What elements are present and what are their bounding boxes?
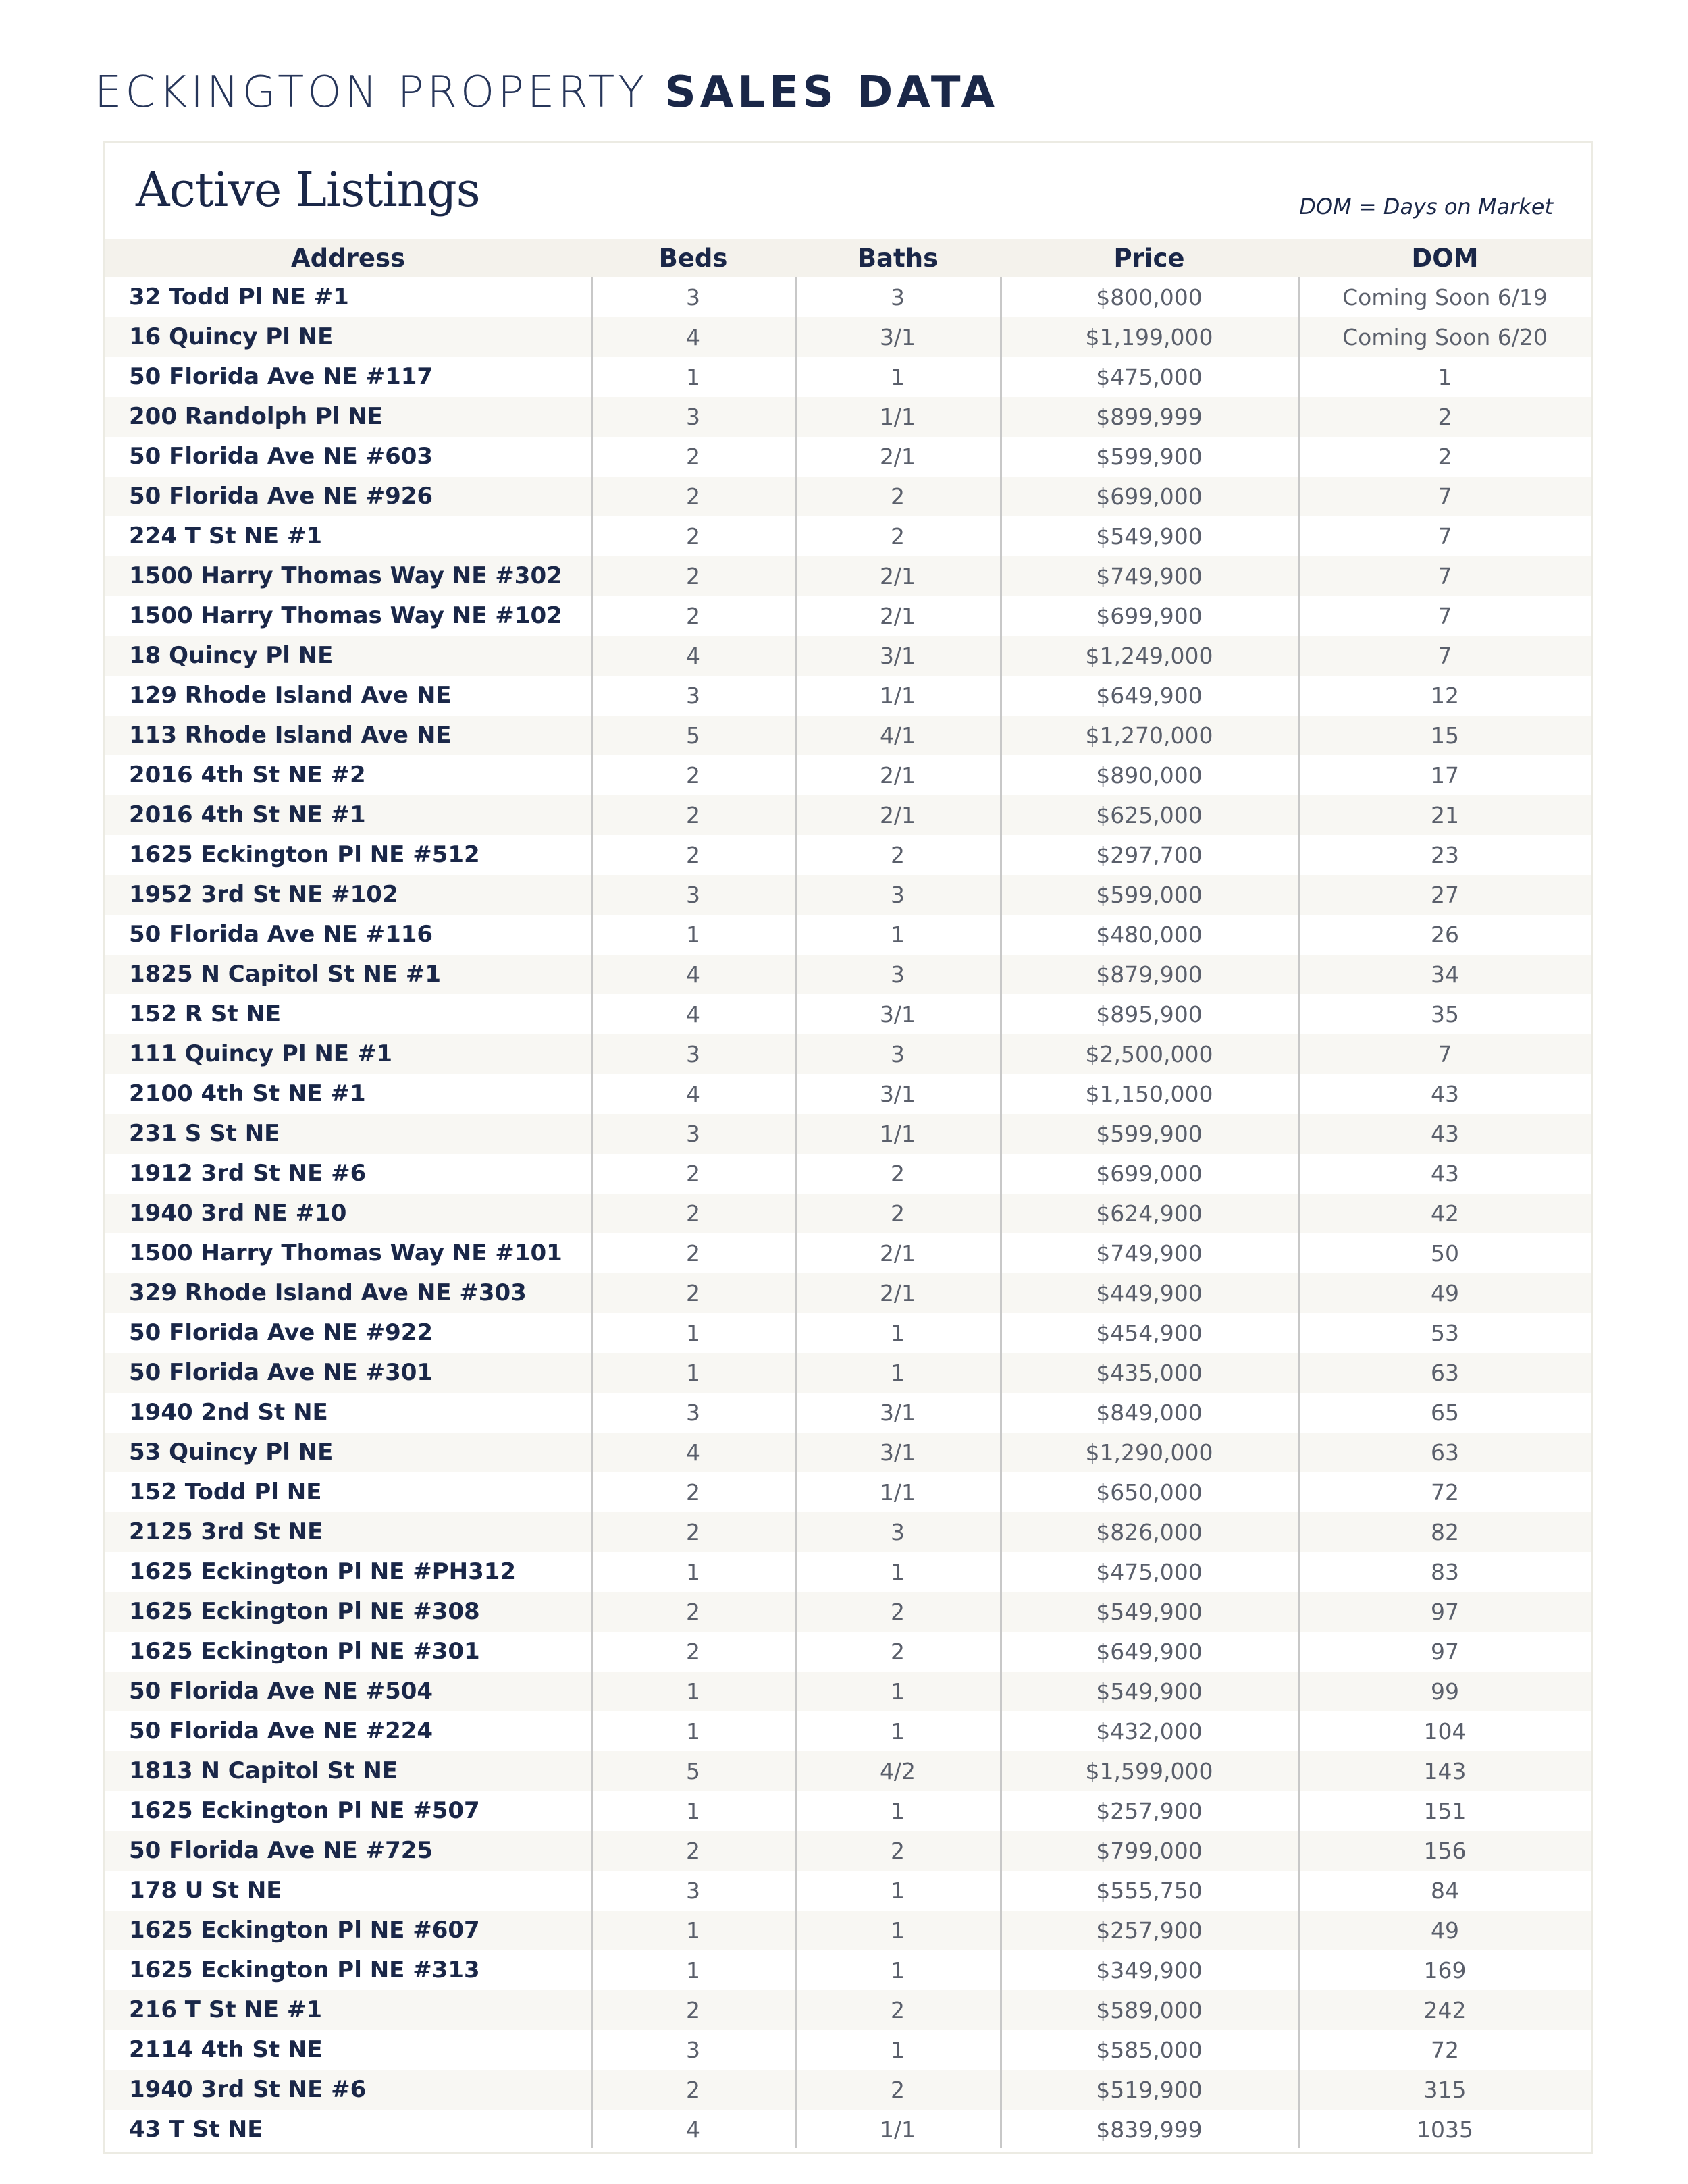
baths-cell: 2 <box>891 1599 905 1625</box>
dom-cell: 242 <box>1423 1997 1467 2023</box>
dom-cell: 7 <box>1438 603 1452 629</box>
beds-cell: 1 <box>686 1718 700 1744</box>
baths-cell: 2/1 <box>879 762 916 789</box>
baths-cell: 1 <box>891 1877 905 1904</box>
address-cell: 50 Florida Ave NE #504 <box>129 1678 433 1705</box>
table-row <box>105 994 1591 1034</box>
price-cell: $899,999 <box>1096 404 1203 430</box>
dom-cell: 7 <box>1438 523 1452 550</box>
baths-cell: 3/1 <box>879 1439 916 1466</box>
baths-cell: 2 <box>891 483 905 510</box>
beds-cell: 2 <box>686 1161 700 1187</box>
price-cell: $480,000 <box>1096 922 1203 948</box>
beds-cell: 4 <box>686 1001 700 1028</box>
baths-cell: 2 <box>891 1997 905 2023</box>
column-header-price: Price <box>1113 244 1185 273</box>
baths-cell: 4/2 <box>879 1758 916 1784</box>
address-cell: 1952 3rd St NE #102 <box>129 881 398 908</box>
baths-cell: 2/1 <box>879 563 916 589</box>
price-cell: $549,900 <box>1096 523 1203 550</box>
table-row <box>105 1791 1591 1831</box>
beds-cell: 2 <box>686 1280 700 1306</box>
table-row <box>105 2070 1591 2110</box>
price-cell: $895,900 <box>1096 1001 1203 1028</box>
dom-cell: 43 <box>1431 1121 1459 1147</box>
address-cell: 1813 N Capitol St NE <box>129 1757 398 1784</box>
address-cell: 50 Florida Ave NE #922 <box>129 1319 433 1346</box>
address-cell: 50 Florida Ave NE #603 <box>129 443 433 470</box>
address-cell: 53 Quincy Pl NE <box>129 1439 334 1466</box>
table-row <box>105 1194 1591 1233</box>
table-row <box>105 317 1591 357</box>
dom-cell: 84 <box>1431 1877 1459 1904</box>
beds-cell: 2 <box>686 483 700 510</box>
baths-cell: 3 <box>891 1041 905 1067</box>
dom-cell: 63 <box>1431 1439 1459 1466</box>
price-cell: $589,000 <box>1096 1997 1203 2023</box>
dom-cell: 1035 <box>1417 2116 1473 2143</box>
baths-cell: 1 <box>891 1559 905 1585</box>
baths-cell: 2/1 <box>879 444 916 470</box>
beds-cell: 2 <box>686 563 700 589</box>
address-cell: 1940 3rd St NE #6 <box>129 2076 367 2103</box>
address-cell: 1940 3rd NE #10 <box>129 1200 347 1227</box>
table-row <box>105 596 1591 636</box>
beds-cell: 1 <box>686 1320 700 1346</box>
dom-cell: 35 <box>1431 1001 1459 1028</box>
price-cell: $1,199,000 <box>1085 324 1213 350</box>
price-cell: $890,000 <box>1096 762 1203 789</box>
beds-cell: 1 <box>686 1798 700 1824</box>
table-row <box>105 1393 1591 1433</box>
table-row <box>105 1233 1591 1273</box>
baths-cell: 1 <box>891 1917 905 1944</box>
table-row <box>105 1871 1591 1911</box>
beds-cell: 2 <box>686 2077 700 2103</box>
table-row <box>105 1512 1591 1552</box>
price-cell: $435,000 <box>1096 1360 1203 1386</box>
table-row <box>105 1751 1591 1791</box>
table-row <box>105 716 1591 755</box>
beds-cell: 4 <box>686 643 700 669</box>
table-row <box>105 1592 1591 1632</box>
table-row <box>105 1911 1591 1950</box>
dom-cell: 17 <box>1431 762 1459 789</box>
address-cell: 129 Rhode Island Ave NE <box>129 682 452 709</box>
price-cell: $257,900 <box>1096 1917 1203 1944</box>
table-row <box>105 1154 1591 1194</box>
baths-cell: 2/1 <box>879 1280 916 1306</box>
price-cell: $1,270,000 <box>1085 722 1213 749</box>
baths-cell: 1/1 <box>879 2116 916 2143</box>
baths-cell: 2/1 <box>879 603 916 629</box>
table-row <box>105 1313 1591 1353</box>
table-row <box>105 2110 1591 2150</box>
beds-cell: 2 <box>686 444 700 470</box>
dom-cell: 34 <box>1431 961 1459 988</box>
address-cell: 178 U St NE <box>129 1877 282 1904</box>
price-cell: $749,900 <box>1096 563 1203 589</box>
dom-cell: 15 <box>1431 722 1459 749</box>
dom-cell: 2 <box>1438 404 1452 430</box>
price-cell: $2,500,000 <box>1085 1041 1213 1067</box>
table-row <box>105 1433 1591 1472</box>
dom-cell: 2 <box>1438 444 1452 470</box>
table-row <box>105 277 1591 317</box>
dom-cell: 7 <box>1438 483 1452 510</box>
beds-cell: 4 <box>686 324 700 350</box>
table-row <box>105 1552 1591 1592</box>
price-cell: $599,900 <box>1096 444 1203 470</box>
price-cell: $649,900 <box>1096 683 1203 709</box>
baths-cell: 2/1 <box>879 802 916 828</box>
table-header <box>105 239 1591 277</box>
baths-cell: 2 <box>891 1639 905 1665</box>
address-cell: 1825 N Capitol St NE #1 <box>129 961 441 988</box>
dom-cell: Coming Soon 6/20 <box>1342 324 1548 350</box>
beds-cell: 1 <box>686 364 700 390</box>
price-cell: $699,000 <box>1096 1161 1203 1187</box>
baths-cell: 1/1 <box>879 404 916 430</box>
dom-cell: 72 <box>1431 1479 1459 1506</box>
table-row <box>105 1353 1591 1393</box>
page-title-light: ECKINGTON PROPERTY <box>95 68 648 117</box>
dom-cell: 65 <box>1431 1400 1459 1426</box>
dom-cell: 21 <box>1431 802 1459 828</box>
price-cell: $454,900 <box>1096 1320 1203 1346</box>
table-row <box>105 676 1591 716</box>
address-cell: 1625 Eckington Pl NE #308 <box>129 1598 480 1625</box>
address-cell: 50 Florida Ave NE #301 <box>129 1359 433 1386</box>
price-cell: $257,900 <box>1096 1798 1203 1824</box>
table-row <box>105 357 1591 397</box>
price-cell: $826,000 <box>1096 1519 1203 1545</box>
baths-cell: 1 <box>891 1320 905 1346</box>
address-cell: 1625 Eckington Pl NE #301 <box>129 1638 480 1665</box>
table-row <box>105 636 1591 676</box>
beds-cell: 5 <box>686 1758 700 1784</box>
address-cell: 50 Florida Ave NE #926 <box>129 483 433 510</box>
beds-cell: 2 <box>686 802 700 828</box>
beds-cell: 1 <box>686 1957 700 1983</box>
address-cell: 152 Todd Pl NE <box>129 1479 322 1506</box>
address-cell: 1500 Harry Thomas Way NE #302 <box>129 562 562 589</box>
dom-cell: 156 <box>1423 1838 1467 1864</box>
baths-cell: 2 <box>891 523 905 550</box>
table-row <box>105 915 1591 955</box>
baths-cell: 3/1 <box>879 324 916 350</box>
column-header-address: Address <box>291 244 405 273</box>
address-cell: 18 Quincy Pl NE <box>129 642 334 669</box>
address-cell: 16 Quincy Pl NE <box>129 323 334 350</box>
price-cell: $1,599,000 <box>1085 1758 1213 1784</box>
page-title-bold: SALES DATA <box>664 68 999 117</box>
dom-cell: 72 <box>1431 2037 1459 2063</box>
dom-legend-note: DOM = Days on Market <box>1299 194 1553 219</box>
baths-cell: 1 <box>891 1798 905 1824</box>
beds-cell: 3 <box>686 882 700 908</box>
baths-cell: 3 <box>891 961 905 988</box>
dom-cell: 49 <box>1431 1280 1459 1306</box>
address-cell: 2100 4th St NE #1 <box>129 1080 366 1107</box>
table-row <box>105 1632 1591 1672</box>
table-row <box>105 2030 1591 2070</box>
beds-cell: 1 <box>686 922 700 948</box>
dom-cell: 83 <box>1431 1559 1459 1585</box>
baths-cell: 1 <box>891 364 905 390</box>
price-cell: $849,000 <box>1096 1400 1203 1426</box>
address-cell: 231 S St NE <box>129 1120 280 1147</box>
beds-cell: 4 <box>686 1081 700 1107</box>
table-row <box>105 835 1591 875</box>
baths-cell: 3/1 <box>879 1400 916 1426</box>
dom-cell: 50 <box>1431 1240 1459 1267</box>
table-row <box>105 1472 1591 1512</box>
column-divider <box>591 277 593 2148</box>
beds-cell: 2 <box>686 1479 700 1506</box>
dom-cell: 26 <box>1431 922 1459 948</box>
address-cell: 2114 4th St NE <box>129 2036 323 2063</box>
address-cell: 200 Randolph Pl NE <box>129 403 383 430</box>
beds-cell: 2 <box>686 1997 700 2023</box>
baths-cell: 3/1 <box>879 1081 916 1107</box>
address-cell: 224 T St NE #1 <box>129 523 323 550</box>
baths-cell: 2 <box>891 842 905 868</box>
baths-cell: 3 <box>891 882 905 908</box>
address-cell: 43 T St NE <box>129 2116 263 2143</box>
baths-cell: 1/1 <box>879 683 916 709</box>
table-row <box>105 1034 1591 1074</box>
page-title <box>95 68 999 117</box>
dom-cell: 169 <box>1423 1957 1467 1983</box>
address-cell: 32 Todd Pl NE #1 <box>129 284 349 311</box>
table-row <box>105 1950 1591 1990</box>
table-row <box>105 1831 1591 1871</box>
beds-cell: 3 <box>686 2037 700 2063</box>
address-cell: 329 Rhode Island Ave NE #303 <box>129 1279 527 1306</box>
price-cell: $549,900 <box>1096 1678 1203 1705</box>
table-row <box>105 955 1591 994</box>
dom-cell: 97 <box>1431 1599 1459 1625</box>
beds-cell: 1 <box>686 1360 700 1386</box>
address-cell: 1940 2nd St NE <box>129 1399 328 1426</box>
dom-cell: Coming Soon 6/19 <box>1342 284 1548 311</box>
dom-cell: 12 <box>1431 683 1459 709</box>
table-row <box>105 1711 1591 1751</box>
price-cell: $549,900 <box>1096 1599 1203 1625</box>
dom-cell: 82 <box>1431 1519 1459 1545</box>
baths-cell: 3 <box>891 1519 905 1545</box>
address-cell: 2125 3rd St NE <box>129 1518 323 1545</box>
beds-cell: 2 <box>686 1519 700 1545</box>
address-cell: 1912 3rd St NE #6 <box>129 1160 367 1187</box>
beds-cell: 2 <box>686 603 700 629</box>
column-divider <box>1298 277 1300 2148</box>
price-cell: $699,900 <box>1096 603 1203 629</box>
baths-cell: 3/1 <box>879 1001 916 1028</box>
dom-cell: 104 <box>1423 1718 1467 1744</box>
dom-cell: 143 <box>1423 1758 1467 1784</box>
address-cell: 1500 Harry Thomas Way NE #101 <box>129 1240 562 1267</box>
beds-cell: 4 <box>686 1439 700 1466</box>
beds-cell: 3 <box>686 683 700 709</box>
beds-cell: 2 <box>686 523 700 550</box>
listings-table <box>105 239 1591 2150</box>
beds-cell: 3 <box>686 1400 700 1426</box>
address-cell: 1625 Eckington Pl NE #313 <box>129 1956 480 1983</box>
baths-cell: 2 <box>891 1838 905 1864</box>
column-divider <box>1000 277 1002 2148</box>
price-cell: $650,000 <box>1096 1479 1203 1506</box>
price-cell: $749,900 <box>1096 1240 1203 1267</box>
table-row <box>105 397 1591 437</box>
table-row <box>105 477 1591 516</box>
address-cell: 2016 4th St NE #2 <box>129 762 366 789</box>
price-cell: $625,000 <box>1096 802 1203 828</box>
table-row <box>105 1273 1591 1313</box>
dom-cell: 315 <box>1423 2077 1467 2103</box>
dom-cell: 97 <box>1431 1639 1459 1665</box>
price-cell: $599,900 <box>1096 1121 1203 1147</box>
column-header-dom: DOM <box>1411 244 1479 273</box>
dom-cell: 151 <box>1423 1798 1467 1824</box>
beds-cell: 1 <box>686 1917 700 1944</box>
price-cell: $475,000 <box>1096 1559 1203 1585</box>
address-cell: 2016 4th St NE #1 <box>129 801 366 828</box>
dom-cell: 42 <box>1431 1200 1459 1227</box>
baths-cell: 2 <box>891 1161 905 1187</box>
dom-cell: 63 <box>1431 1360 1459 1386</box>
price-cell: $1,290,000 <box>1085 1439 1213 1466</box>
table-row <box>105 875 1591 915</box>
table-row <box>105 1990 1591 2030</box>
price-cell: $432,000 <box>1096 1718 1203 1744</box>
address-cell: 111 Quincy Pl NE #1 <box>129 1040 393 1067</box>
beds-cell: 1 <box>686 1559 700 1585</box>
baths-cell: 3/1 <box>879 643 916 669</box>
price-cell: $799,000 <box>1096 1838 1203 1864</box>
beds-cell: 3 <box>686 1041 700 1067</box>
address-cell: 1625 Eckington Pl NE #PH312 <box>129 1558 517 1585</box>
baths-cell: 2 <box>891 2077 905 2103</box>
beds-cell: 2 <box>686 1240 700 1267</box>
baths-cell: 4/1 <box>879 722 916 749</box>
dom-cell: 7 <box>1438 563 1452 589</box>
table-row <box>105 1074 1591 1114</box>
beds-cell: 3 <box>686 284 700 311</box>
baths-cell: 1 <box>891 1957 905 1983</box>
price-cell: $624,900 <box>1096 1200 1203 1227</box>
column-divider <box>795 277 797 2148</box>
beds-cell: 2 <box>686 842 700 868</box>
baths-cell: 1 <box>891 922 905 948</box>
beds-cell: 3 <box>686 1121 700 1147</box>
beds-cell: 2 <box>686 1639 700 1665</box>
beds-cell: 3 <box>686 404 700 430</box>
dom-cell: 1 <box>1438 364 1452 390</box>
price-cell: $585,000 <box>1096 2037 1203 2063</box>
price-cell: $599,000 <box>1096 882 1203 908</box>
price-cell: $699,000 <box>1096 483 1203 510</box>
beds-cell: 5 <box>686 722 700 749</box>
beds-cell: 4 <box>686 2116 700 2143</box>
address-cell: 1625 Eckington Pl NE #512 <box>129 841 480 868</box>
price-cell: $1,150,000 <box>1085 1081 1213 1107</box>
column-header-beds: Beds <box>658 244 728 273</box>
table-row <box>105 755 1591 795</box>
dom-cell: 53 <box>1431 1320 1459 1346</box>
address-cell: 50 Florida Ave NE #725 <box>129 1837 433 1864</box>
dom-cell: 49 <box>1431 1917 1459 1944</box>
baths-cell: 3 <box>891 284 905 311</box>
baths-cell: 2 <box>891 1200 905 1227</box>
address-cell: 1500 Harry Thomas Way NE #102 <box>129 602 562 629</box>
price-cell: $475,000 <box>1096 364 1203 390</box>
price-cell: $449,900 <box>1096 1280 1203 1306</box>
table-body <box>105 277 1591 2150</box>
section-title: Active Listings <box>136 162 480 217</box>
address-cell: 50 Florida Ave NE #117 <box>129 363 433 390</box>
price-cell: $555,750 <box>1096 1877 1203 1904</box>
dom-cell: 27 <box>1431 882 1459 908</box>
table-row <box>105 795 1591 835</box>
address-cell: 50 Florida Ave NE #116 <box>129 921 433 948</box>
price-cell: $297,700 <box>1096 842 1203 868</box>
table-row <box>105 556 1591 596</box>
beds-cell: 1 <box>686 1678 700 1705</box>
baths-cell: 1/1 <box>879 1479 916 1506</box>
price-cell: $839,999 <box>1096 2116 1203 2143</box>
price-cell: $1,249,000 <box>1085 643 1213 669</box>
dom-cell: 7 <box>1438 643 1452 669</box>
address-cell: 1625 Eckington Pl NE #507 <box>129 1797 480 1824</box>
address-cell: 50 Florida Ave NE #224 <box>129 1717 433 1744</box>
address-cell: 216 T St NE #1 <box>129 1996 323 2023</box>
beds-cell: 2 <box>686 1838 700 1864</box>
baths-cell: 1 <box>891 1718 905 1744</box>
table-row <box>105 1672 1591 1711</box>
beds-cell: 2 <box>686 1599 700 1625</box>
dom-cell: 7 <box>1438 1041 1452 1067</box>
dom-cell: 43 <box>1431 1081 1459 1107</box>
address-cell: 152 R St NE <box>129 1001 282 1028</box>
address-cell: 1625 Eckington Pl NE #607 <box>129 1917 480 1944</box>
dom-cell: 99 <box>1431 1678 1459 1705</box>
baths-cell: 1 <box>891 1360 905 1386</box>
baths-cell: 1 <box>891 2037 905 2063</box>
price-cell: $519,900 <box>1096 2077 1203 2103</box>
beds-cell: 4 <box>686 961 700 988</box>
price-cell: $800,000 <box>1096 284 1203 311</box>
baths-cell: 2/1 <box>879 1240 916 1267</box>
dom-cell: 43 <box>1431 1161 1459 1187</box>
address-cell: 113 Rhode Island Ave NE <box>129 722 452 749</box>
baths-cell: 1 <box>891 1678 905 1705</box>
table-row <box>105 516 1591 556</box>
table-row <box>105 1114 1591 1154</box>
beds-cell: 2 <box>686 762 700 789</box>
column-header-baths: Baths <box>857 244 939 273</box>
baths-cell: 1/1 <box>879 1121 916 1147</box>
price-cell: $649,900 <box>1096 1639 1203 1665</box>
dom-cell: 23 <box>1431 842 1459 868</box>
table-row <box>105 437 1591 477</box>
beds-cell: 3 <box>686 1877 700 1904</box>
price-cell: $879,900 <box>1096 961 1203 988</box>
beds-cell: 2 <box>686 1200 700 1227</box>
price-cell: $349,900 <box>1096 1957 1203 1983</box>
